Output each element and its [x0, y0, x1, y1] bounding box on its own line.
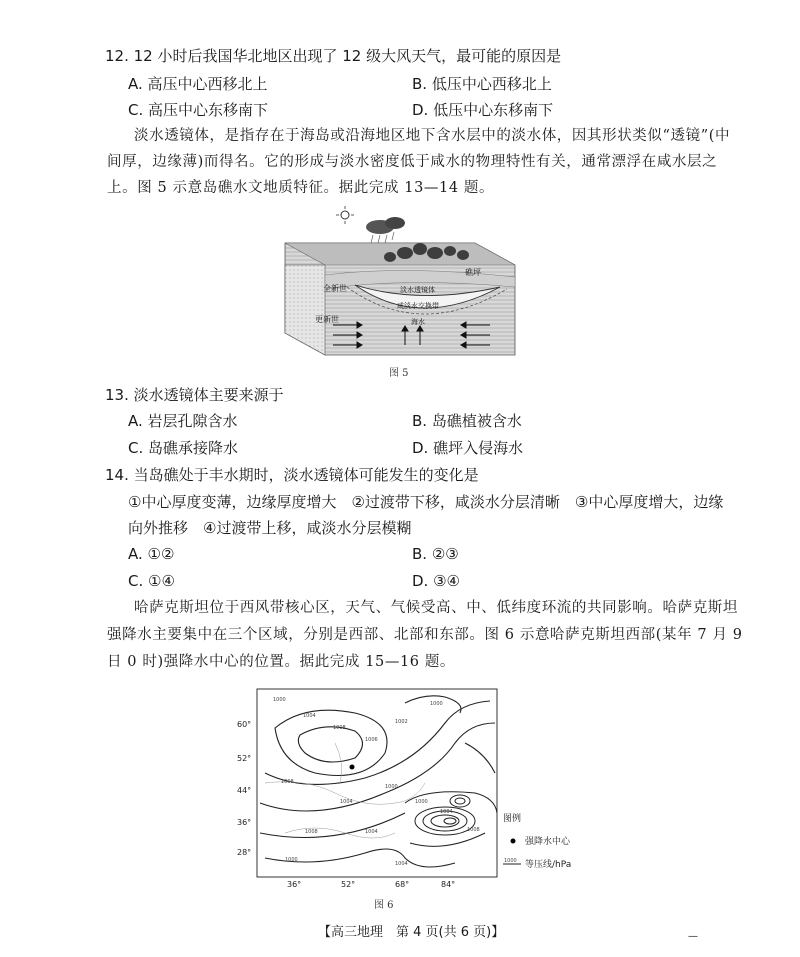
svg-text:44°: 44°: [237, 786, 252, 795]
q13-option-b: B. 岛礁植被含水: [412, 412, 522, 430]
passage2-line1: 哈萨克斯坦位于西风带核心区，天气、气候受高、中、低纬度环流的共同影响。哈萨克斯坦: [134, 600, 738, 616]
passage1-line1: 淡水透镜体，是指存在于海岛或沿海地区地下含水层中的淡水体，因其形状类似“透镜”(中: [134, 128, 731, 144]
svg-text:1004: 1004: [440, 809, 453, 815]
svg-text:1008: 1008: [305, 829, 318, 835]
label-freshwater-lens: 淡水透镜体: [400, 286, 435, 294]
svg-text:68°: 68°: [395, 880, 410, 889]
svg-text:1000: 1000: [273, 697, 286, 703]
legend-title: 图例: [503, 814, 522, 824]
figure6-legend: [503, 812, 571, 870]
label-pleistocene: 更新世: [315, 315, 339, 324]
legend-heavy-rain-center-icon: [511, 839, 516, 844]
passage2-line2: 强降水主要集中在三个区域，分别是西部、北部和东部。图 6 示意哈萨克斯坦西部(某年 7 月 9: [107, 627, 743, 643]
passage2-line3: 日 0 时)强降水中心的位置。据此完成 15—16 题。: [107, 654, 456, 670]
svg-text:36°: 36°: [287, 880, 302, 889]
heavy-rain-center-marker: [350, 765, 355, 770]
q13-option-c: C. 岛礁承接降水: [128, 439, 239, 457]
passage1-line2: 间厚，边缘薄)而得名。它的形成与淡水密度低于咸水的物理特性有关，通常漂浮在咸水层之: [107, 154, 718, 170]
label-seawater: 海水: [411, 318, 425, 326]
svg-text:52°: 52°: [237, 754, 252, 763]
svg-text:1004: 1004: [303, 713, 316, 719]
q12-option-c: C. 高压中心东移南下: [128, 101, 269, 119]
svg-text:1008: 1008: [467, 827, 480, 833]
legend-heavy-rain-center-label: 强降水中心: [525, 837, 571, 847]
q14-items-line1: ①中心厚度变薄，边缘厚度增大 ②过渡带下移，咸淡水分层清晰 ③中心厚度增大，边缘: [128, 493, 724, 511]
q12-option-a: A. 高压中心西移北上: [128, 75, 268, 93]
label-reef-flat: 礁坪: [465, 268, 481, 277]
cloud-icon: [366, 217, 405, 243]
q14-option-c: C. ①④: [128, 572, 175, 590]
svg-text:1004: 1004: [340, 799, 353, 805]
q12-option-d: D. 低压中心东移南下: [412, 101, 554, 119]
corner-mark: —: [688, 931, 698, 942]
x-axis-ticks: [287, 880, 455, 889]
page-footer: 【高三地理 第 4 页(共 6 页)】: [318, 925, 505, 940]
q14-stem: 14. 当岛礁处于丰水期时，淡水透镜体可能发生的变化是: [105, 466, 479, 484]
svg-text:1000: 1000: [285, 857, 298, 863]
svg-text:1008: 1008: [281, 779, 294, 785]
svg-text:60°: 60°: [237, 720, 252, 729]
legend-isobar-label: 等压线/hPa: [525, 860, 572, 870]
figure6-caption: 图 6: [374, 900, 394, 911]
svg-text:84°: 84°: [441, 880, 456, 889]
label-holocene: 全新世: [323, 284, 347, 293]
svg-text:1004: 1004: [365, 829, 378, 835]
legend-isobar-sample: 1000: [504, 858, 517, 864]
q14-items-line2: 向外推移 ④过渡带上移，咸淡水分层模糊: [128, 519, 412, 537]
svg-text:36°: 36°: [237, 818, 252, 827]
figure5-diagram: [285, 205, 515, 365]
svg-text:1004: 1004: [395, 861, 408, 867]
y-axis-ticks: [237, 720, 251, 857]
q14-option-b: B. ②③: [412, 545, 459, 563]
q12-option-b: B. 低压中心西移北上: [412, 75, 552, 93]
figure6-map: [237, 683, 625, 908]
label-transition-zone: 咸淡水交换带: [397, 302, 439, 310]
q13-stem: 13. 淡水透镜体主要来源于: [105, 386, 284, 404]
q14-option-a: A. ①②: [128, 545, 175, 563]
svg-text:1000: 1000: [415, 799, 428, 805]
svg-text:52°: 52°: [341, 880, 356, 889]
svg-text:1006: 1006: [365, 737, 378, 743]
svg-text:28°: 28°: [237, 848, 252, 857]
q13-option-d: D. 礁坪入侵海水: [412, 439, 524, 457]
q13-option-a: A. 岩层孔隙含水: [128, 412, 238, 430]
q12-stem: 12. 12 小时后我国华北地区出现了 12 级大风天气，最可能的原因是: [105, 47, 562, 65]
sun-icon: [336, 206, 354, 224]
svg-text:1008: 1008: [333, 725, 346, 731]
q14-option-d: D. ③④: [412, 572, 460, 590]
svg-text:1000: 1000: [385, 784, 398, 790]
svg-text:1000: 1000: [430, 701, 443, 707]
figure5-caption: 图 5: [389, 368, 409, 379]
svg-text:1002: 1002: [395, 719, 408, 725]
passage1-line3: 上。图 5 示意岛礁水文地质特征。据此完成 13—14 题。: [107, 180, 495, 196]
